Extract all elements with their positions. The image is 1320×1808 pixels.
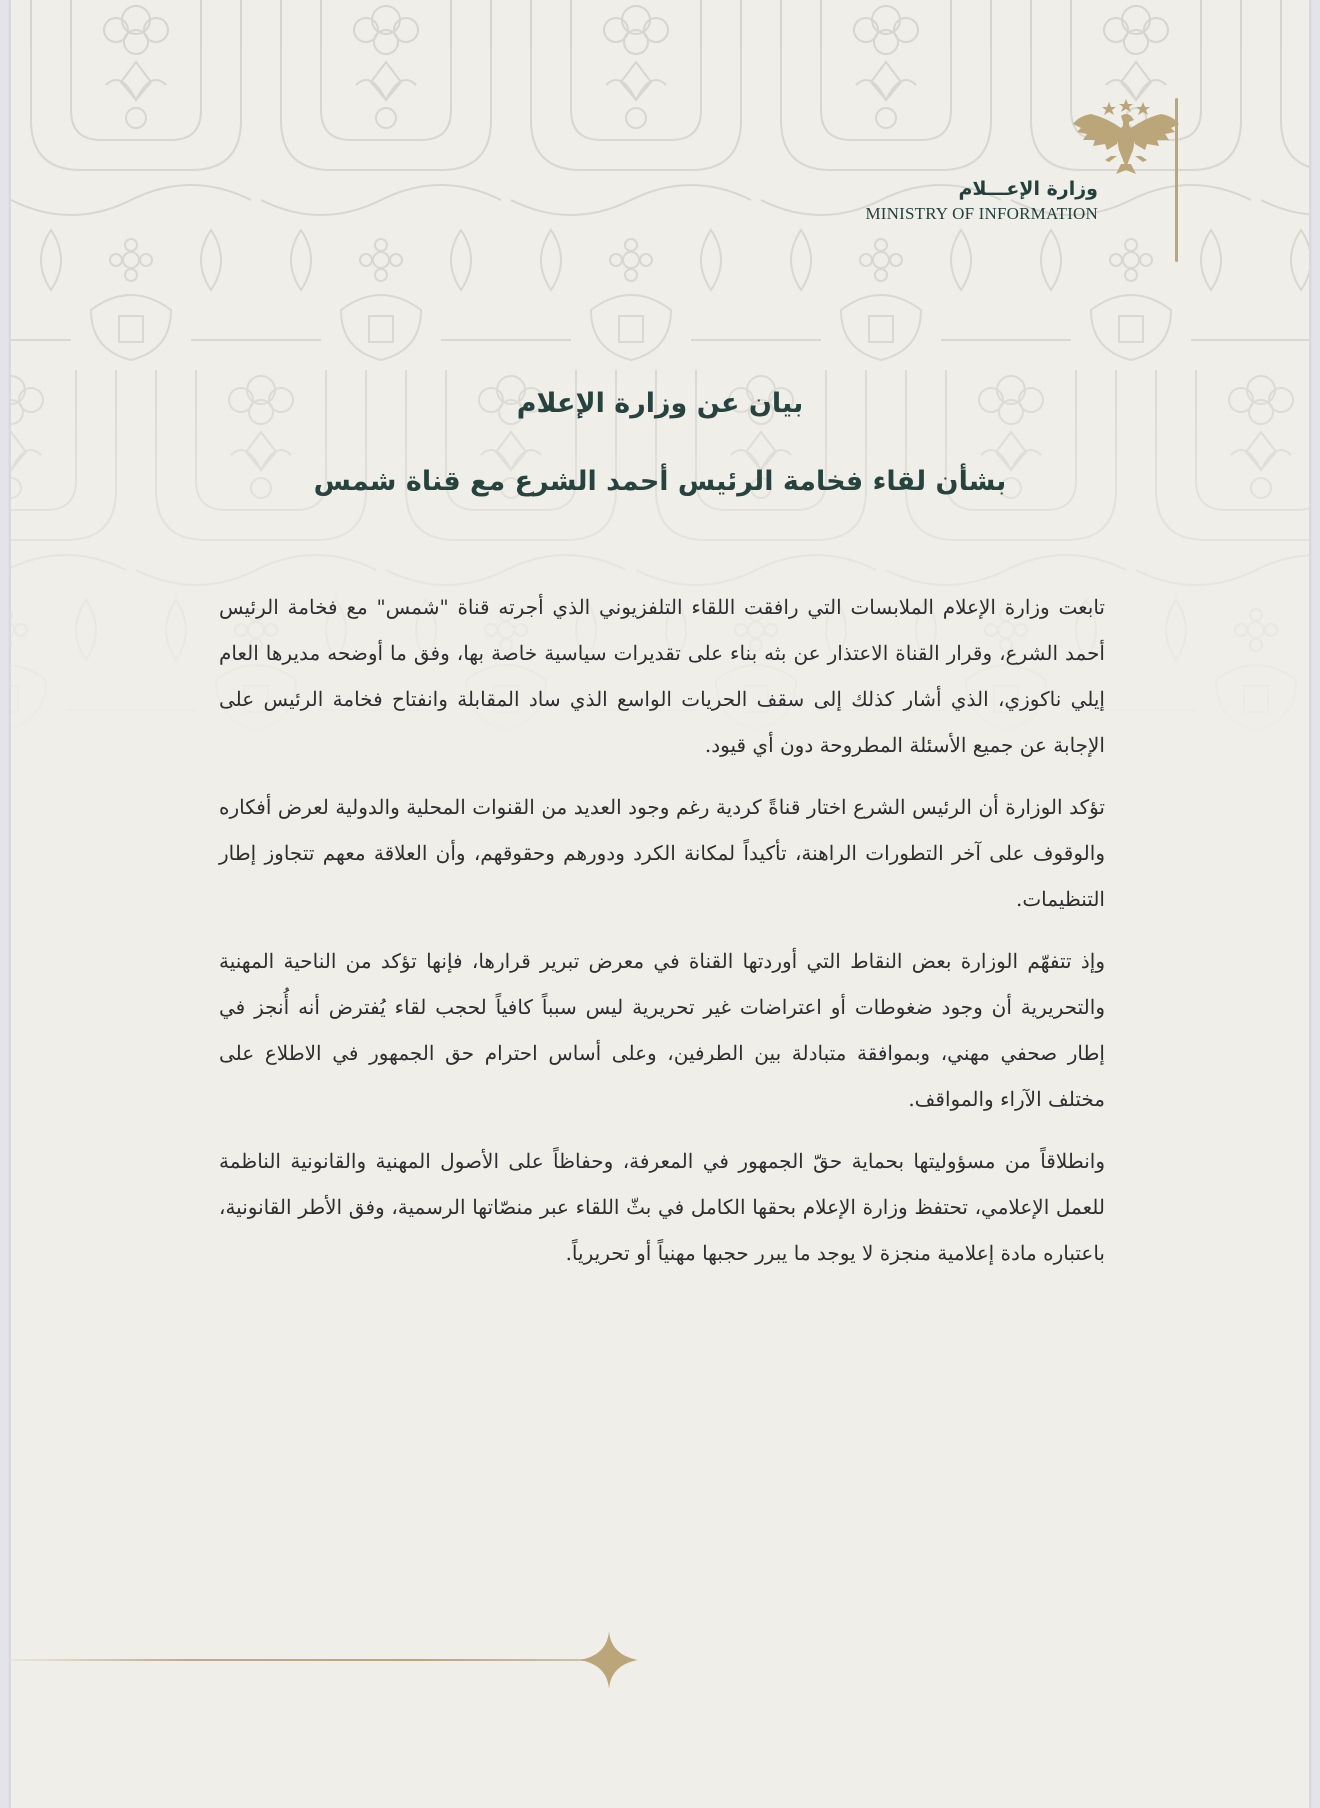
paragraph: تابعت وزارة الإعلام الملابسات التي رافقت اللقاء التلفزيوني الذي أجرته قناة "شمس" مع فخامة الرئيس أحمد الشرع، وقرار القناة الاعتذار عن بثه بناء على تقديرات سياسية خاصة بها، وفق ما أوضحه مديرها العام إيلي ناكوزي، الذي أشار كذلك إلى سقف الحريات الواسع الذي ساد المقابلة وانفتاح فخامة الرئيس على الإجابة عن جميع الأسئلة المطروحة دون أي قيود. (219, 595, 1105, 757)
logo-name-arabic: وزارة الإعـــلام (958, 178, 1098, 200)
footer-divider-line (11, 1659, 591, 1661)
document-page (10, 0, 1310, 1808)
paragraph: تؤكد الوزارة أن الرئيس الشرع اختار قناةً كردية رغم وجود العديد من القنوات المحلية والدولية لعرض أفكاره والوقوف على آخر التطورات الراهنة، تأكيداً لمكانة الكرد ودورهم وحقوقهم، وأن العلاقة معهم تتجاوز إطار التنظيمات. (219, 795, 1105, 911)
four-point-star-icon (580, 1631, 638, 1689)
statement-body (219, 584, 1105, 1292)
eagle-emblem-icon (1071, 98, 1181, 176)
logo-vertical-divider (1175, 98, 1178, 262)
paragraph: وانطلاقاً من مسؤوليتها بحماية حقّ الجمهور في المعرفة، وحفاظاً على الأصول المهنية والقانونية الناظمة للعمل الإعلامي، تحتفظ وزارة الإعلام بحقها الكامل في بثّ اللقاء عبر منصّاتها الرسمية، وفق الأطر القانونية، باعتباره مادة إعلامية منجزة لا يوجد ما يبرر حجبها مهنياً أو تحريرياً. (219, 1149, 1105, 1265)
logo-name-english: MINISTRY OF INFORMATION (865, 204, 1098, 223)
statement-subtitle: بشأن لقاء فخامة الرئيس أحمد الشرع مع قناة شمس (313, 466, 1007, 497)
statement-title: بيان عن وزارة الإعلام (516, 388, 804, 419)
ministry-logo (865, 96, 1186, 266)
paragraph: وإذ تتفهّم الوزارة بعض النقاط التي أوردتها القناة في معرض تبرير قرارها، فإنها تؤكد من الناحية المهنية والتحريرية أن وجود ضغوطات أو اعتراضات غير تحريرية ليس سبباً كافياً لحجب لقاء يُفترض أنه أُنجز في إطار صحفي مهني، وبموافقة متبادلة بين الطرفين، وعلى أساس احترام حق الجمهور في الاطلاع على مختلف الآراء والمواقف. (219, 949, 1105, 1111)
